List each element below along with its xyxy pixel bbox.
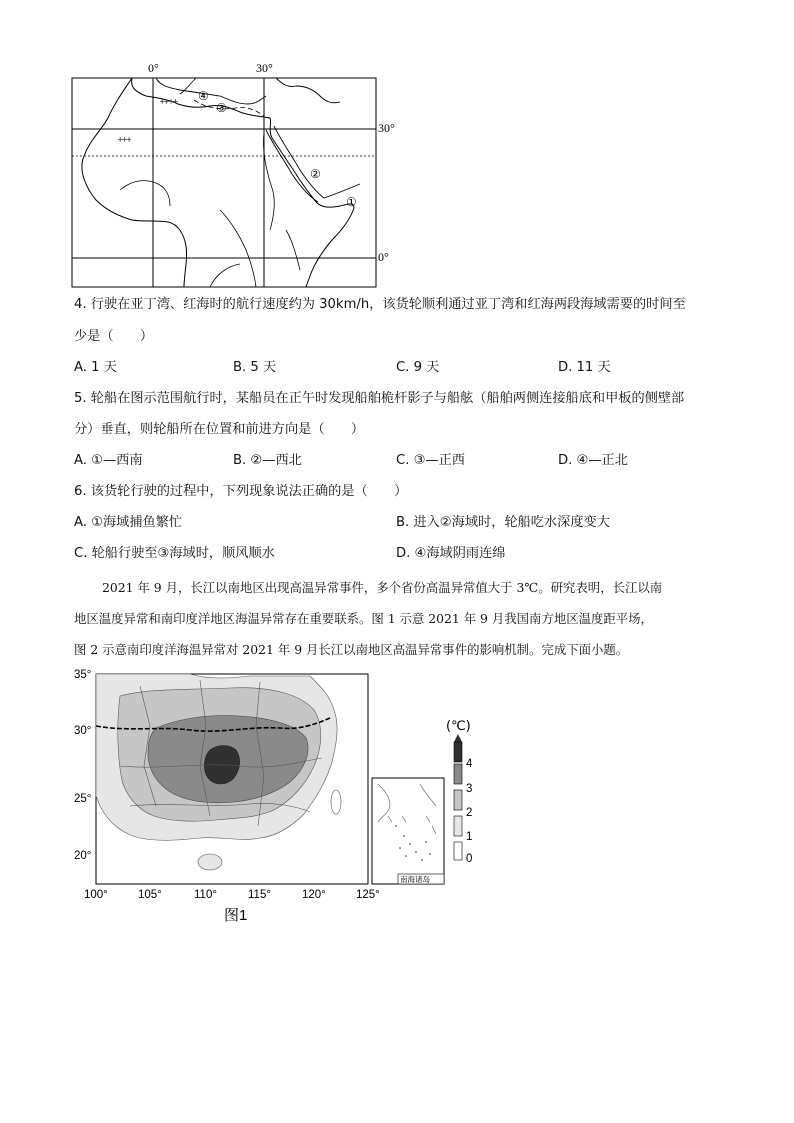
- legend-unit: (℃): [446, 719, 471, 734]
- lon-label-30: 30°: [256, 61, 273, 75]
- taiwan-island: [331, 790, 341, 814]
- legend-value-4: 4: [466, 758, 473, 770]
- temperature-anomaly-svg: [60, 666, 500, 936]
- lon-label-115: 115°: [248, 889, 271, 901]
- hainan-island: [198, 854, 222, 870]
- legend-value-2: 2: [466, 807, 473, 819]
- africa-map: [60, 60, 400, 295]
- q5-option-b: B. ②—西北: [233, 453, 302, 468]
- passage-line3: 图 2 示意南印度洋海温异常对 2021 年 9 月长江以南地区高温异常事件的影响机制。完成下面小题。: [74, 642, 629, 657]
- q6-option-c: C. 轮船行驶至③海域时，顺风顺水: [74, 546, 275, 561]
- lon-label-125: 125°: [356, 889, 380, 901]
- q4-option-b: B. 5 天: [233, 360, 277, 375]
- q5-option-a: A. ①—西南: [74, 453, 143, 468]
- lat-label-20: 20°: [74, 850, 92, 862]
- legend-arrow: [454, 734, 462, 742]
- lon-label-100: 100°: [84, 889, 108, 901]
- q4-stem-line1: 4. 行驶在亚丁湾、红海时的航行速度约为 30km/h，该货轮顺利通过亚丁湾和红海两段海域需要的时间至: [74, 297, 686, 312]
- marker-2: ②: [310, 167, 321, 181]
- africa-map-svg: [60, 60, 400, 295]
- legend-swatch-2: [454, 790, 462, 810]
- legend-swatch-1: [454, 816, 462, 836]
- q4-stem-line2: 少是（ ）: [74, 329, 154, 344]
- q5-option-c: C. ③—正西: [396, 453, 465, 468]
- legend-swatch-4: [454, 742, 462, 762]
- legend-value-0: 0: [466, 853, 473, 865]
- legend-value-3: 3: [466, 783, 473, 795]
- temperature-anomaly-map: [60, 666, 500, 936]
- q6-option-b: B. 进入②海域时，轮船吃水深度变大: [396, 515, 610, 530]
- legend-value-1: 1: [466, 831, 473, 843]
- marker-3: ③: [216, 101, 227, 115]
- lat-label-30: 30°: [74, 725, 92, 737]
- q5-option-d: D. ④—正北: [558, 453, 628, 468]
- wind-marks-2: ᚐᚐᚐᚐ: [160, 97, 178, 107]
- legend-swatch-3: [454, 764, 462, 784]
- q6-option-a: A. ①海域捕鱼繁忙: [74, 515, 183, 530]
- passage-line2: 地区温度异常和南印度洋地区海温异常存在重要联系。图 1 示意 2021 年 9 月我国南方地区温度距平场，: [74, 611, 653, 626]
- lat-label-30: 30°: [378, 121, 395, 135]
- lat-label-35: 35°: [74, 669, 92, 681]
- lon-label-110: 110°: [194, 889, 217, 901]
- lon-label-120: 120°: [302, 889, 326, 901]
- marker-1: ①: [346, 195, 357, 209]
- wind-marks-1: ᚐᚐᚐ: [118, 135, 132, 145]
- figure-caption: 图1: [224, 907, 248, 924]
- lat-label-0: 0°: [378, 250, 389, 264]
- lon-label-105: 105°: [138, 889, 162, 901]
- lon-label-0: 0°: [148, 61, 159, 75]
- q4-option-a: A. 1 天: [74, 360, 117, 375]
- marker-4: ④: [198, 89, 209, 103]
- q6-stem: 6. 该货轮行驶的过程中，下列现象说法正确的是（ ）: [74, 484, 408, 499]
- south-china-sea-inset: [372, 778, 444, 884]
- passage-line1: 2021 年 9 月，长江以南地区出现高温异常事件，多个省份高温异常值大于 3℃。研究表明，长江以南: [102, 580, 663, 595]
- q6-option-d: D. ④海域阴雨连绵: [396, 546, 506, 561]
- legend-swatch-0: [454, 842, 462, 860]
- q4-option-c: C. 9 天: [396, 360, 440, 375]
- q5-stem-line1: 5. 轮船在图示范围航行时，某船员在正午时发现船舶桅杆影子与船舷（船舶两侧连接船底和甲板的侧壁部: [74, 391, 685, 406]
- inset-label: 南海诸岛: [400, 875, 430, 884]
- q4-option-d: D. 11 天: [558, 360, 611, 375]
- lat-label-25: 25°: [74, 793, 92, 805]
- q5-stem-line2: 分）垂直，则轮船所在位置和前进方向是（ ）: [74, 422, 365, 437]
